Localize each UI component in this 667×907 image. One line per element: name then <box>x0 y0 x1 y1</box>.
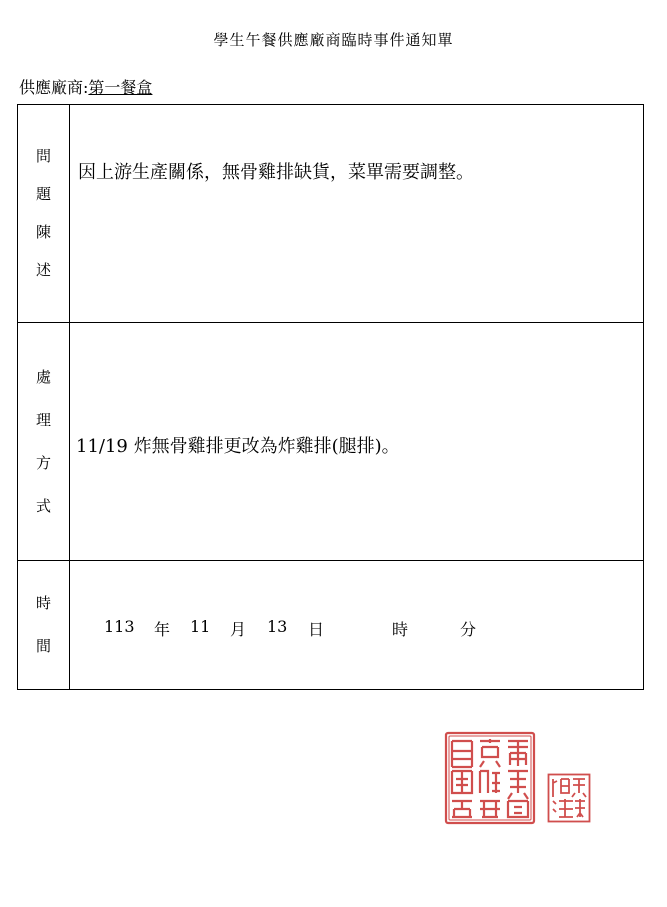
handling-label-char: 理 <box>35 410 51 429</box>
year-unit: 年 <box>154 620 171 639</box>
handling-label-char: 式 <box>35 496 51 515</box>
time-label-char: 間 <box>35 637 51 655</box>
handling-label-char: 處 <box>35 367 51 386</box>
time-label <box>18 561 70 689</box>
notice-table <box>17 104 644 690</box>
month-unit: 月 <box>230 620 247 639</box>
hour-unit: 時 <box>392 620 409 639</box>
problem-description: 因上游生產關係，無骨雞排缺貨，菜單需要調整。 <box>78 162 474 183</box>
seals <box>444 729 594 829</box>
problem-row <box>18 105 643 323</box>
time-row <box>18 561 643 689</box>
day-value: 13 <box>267 617 288 636</box>
vendor-line <box>19 75 152 98</box>
handling-label <box>18 323 70 560</box>
handling-row <box>18 323 643 561</box>
vendor-label: 供應廠商: <box>19 78 89 97</box>
company-seal-stamp <box>444 731 536 825</box>
problem-label-char: 述 <box>35 261 51 279</box>
time-label-char: 時 <box>35 594 51 612</box>
problem-label-char: 問 <box>35 147 51 165</box>
month-value: 11 <box>190 617 211 636</box>
problem-label <box>18 105 70 322</box>
handling-label-char: 方 <box>35 453 51 472</box>
vendor-name: 第一餐盒 <box>88 78 153 97</box>
problem-label-char: 陳 <box>35 223 51 241</box>
document-title: 學生午餐供應廠商臨時事件通知單 <box>213 31 454 49</box>
minute-unit: 分 <box>460 620 477 639</box>
day-unit: 日 <box>308 620 325 639</box>
problem-label-char: 題 <box>35 185 51 203</box>
owner-seal-stamp <box>547 773 591 823</box>
handling-description: 11/19 炸無骨雞排更改為炸雞排(腿排)。 <box>76 436 400 457</box>
year-value: 113 <box>104 617 135 636</box>
